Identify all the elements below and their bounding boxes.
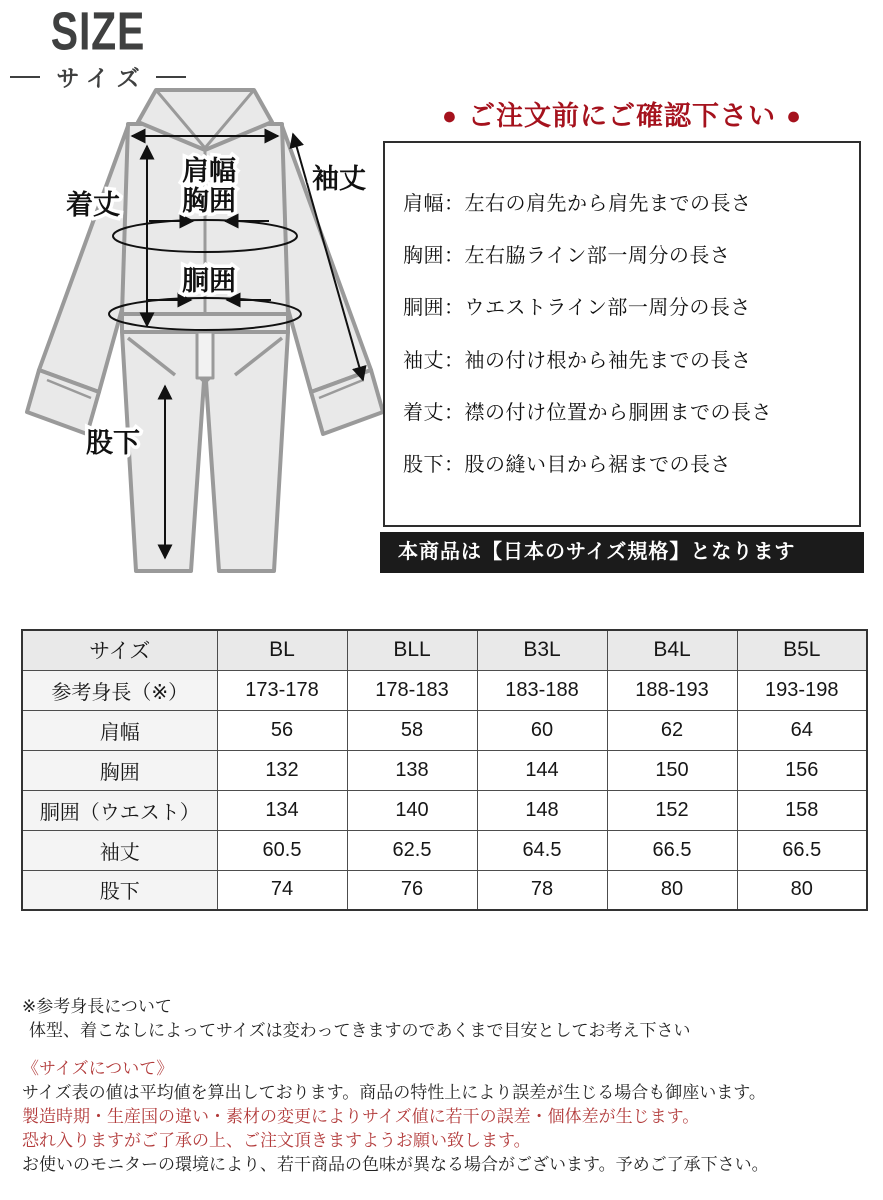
note-line: ※参考身長について [22,997,172,1016]
size-value-cell: 156 [737,750,867,790]
front-fly [197,332,213,378]
size-value-cell: 60 [477,710,607,750]
size-value-cell: 178-183 [347,670,477,710]
bullet-icon: ● [441,102,458,130]
size-value-cell: 183-188 [477,670,607,710]
size-value-cell: 148 [477,790,607,830]
right-leg [206,332,288,571]
sleeve-length-label: 袖丈 [312,164,366,194]
table-header-cell: BL [217,630,347,670]
japan-size-notice-bar: 本商品は【日本のサイズ規格】となります [380,532,864,573]
definition-body-length: 着丈：襟の付け位置から胴囲までの長さ [403,401,772,424]
size-value-cell: 78 [477,870,607,910]
table-header-cell: B5L [737,630,867,670]
table-header-cell: サイズ [22,630,217,670]
table-row [22,750,867,790]
size-value-cell: 80 [607,870,737,910]
note-line: 製造時期・生産国の違い・素材の変更によりサイズ値に若干の誤差・個体差が生じます。 [22,1107,700,1126]
note-line: 《サイズについて》 [22,1059,174,1078]
note-line: 体型、着こなしによってサイズは変わってきますのであくまで目安としてお考え下さい [29,1021,691,1040]
note-line: 恐れ入りますがご了承の上、ご注文頂きますようお願い致します。 [22,1131,531,1150]
row-label-cell: 肩幅 [22,710,217,750]
row-label-cell: 参考身長（※） [22,670,217,710]
bullet-icon: ● [786,102,803,130]
size-value-cell: 62.5 [347,830,477,870]
size-value-cell: 64 [737,710,867,750]
table-row [22,670,867,710]
size-logo-subtitle: サイズ [56,65,148,91]
table-header-cell: B3L [477,630,607,670]
table-header-cell: BLL [347,630,477,670]
size-value-cell: 193-198 [737,670,867,710]
size-value-cell: 150 [607,750,737,790]
size-table-body [22,670,867,910]
confirm-before-order-header [383,94,861,133]
size-value-cell: 74 [217,870,347,910]
size-value-cell: 62 [607,710,737,750]
size-table [21,629,868,911]
body-length-label: 着丈 [66,190,120,220]
inseam-label: 股下 [86,428,140,458]
garment-measurement-diagram [25,84,385,596]
size-value-cell: 64.5 [477,830,607,870]
footer-notes [22,995,867,1177]
size-value-cell: 134 [217,790,347,830]
table-row [22,710,867,750]
definition-shoulder: 肩幅：左右の肩先から肩先までの長さ [403,193,752,215]
note-line: お使いのモニターの環境により、若干商品の色味が異なる場合がございます。予めご了承下さい。 [22,1155,769,1174]
row-label-cell: 袖丈 [22,830,217,870]
table-header-row [22,630,867,670]
size-value-cell: 152 [607,790,737,830]
table-row [22,830,867,870]
size-value-cell: 188-193 [607,670,737,710]
size-value-cell: 80 [737,870,867,910]
row-label-cell: 胴囲（ウエスト） [22,790,217,830]
definition-sleeve: 袖丈：袖の付け根から袖先までの長さ [403,349,752,372]
size-logo [8,0,188,93]
size-value-cell: 158 [737,790,867,830]
size-value-cell: 56 [217,710,347,750]
size-value-cell: 140 [347,790,477,830]
size-value-cell: 144 [477,750,607,790]
row-label-cell: 胸囲 [22,750,217,790]
chest-girth-label: 胸囲 [182,186,236,216]
table-row [22,790,867,830]
size-value-cell: 58 [347,710,477,750]
shoulder-width-label: 肩幅 [182,156,236,186]
definition-waist: 胴囲：ウエストライン部一周分の長さ [403,297,751,320]
coverall-diagram-svg [25,84,385,596]
table-row [22,870,867,910]
row-label-cell: 股下 [22,870,217,910]
size-value-cell: 132 [217,750,347,790]
size-value-cell: 76 [347,870,477,910]
note-line: サイズ表の値は平均値を算出しております。商品の特性上により誤差が生じる場合も御座います。 [22,1083,766,1102]
size-value-cell: 60.5 [217,830,347,870]
table-header-cell: B4L [607,630,737,670]
waist-girth-label: 胴囲 [182,266,236,296]
dash-decoration [10,76,40,78]
measurement-definitions-box [383,141,861,527]
confirm-header-text: ご注文前にご確認下さい [468,101,776,131]
definition-chest: 胸囲：左右脇ライン部一周分の長さ [403,245,731,268]
size-value-cell: 138 [347,750,477,790]
definition-inseam: 股下：股の縫い目から裾までの長さ [403,453,731,476]
size-logo-title: SIZE [50,0,146,62]
size-value-cell: 173-178 [217,670,347,710]
size-value-cell: 66.5 [737,830,867,870]
size-value-cell: 66.5 [607,830,737,870]
dash-decoration [156,76,186,78]
